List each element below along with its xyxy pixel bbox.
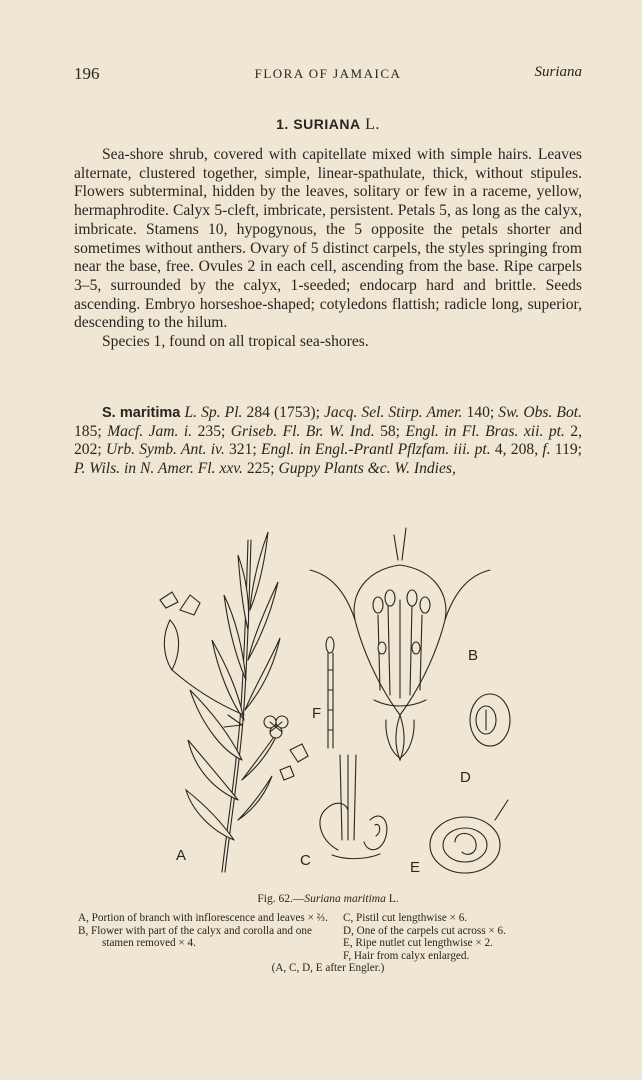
legend-left-column: [78, 912, 328, 950]
book-title: FLORA OF JAMAICA: [254, 66, 402, 81]
panel-label-f: F: [312, 705, 322, 722]
panel-a-branch-drawing: [160, 532, 308, 872]
legend-attribution: (A, C, D, E after Engler.): [271, 962, 385, 974]
caption-prefix: Fig. 62.—: [257, 893, 305, 905]
description-paragraph: Sea-shore shrub, covered with capitellate mixed with simple hairs. Leaves alternate, clustered together, simple, linear-spathulate, thick, without stipules. Flowers subterminal, hidden by the leaves, solitary or few in a raceme, yellow, hermaphrodite. Calyx 5-cleft, imbricate, persistent. Petals 5, as long as the calyx, imbricate. Stamens 10, hypogynous, the 5 opposite the petals shorter and sometimes without anthers. Ovary of 5 distinct carpels, the styles springing from near the base, free. Ovules 2 in each cell, ascending from the base. Ripe carpels 3–5, surrounded by the calyx, 1-seeded; endocarp hard and brittle. Seeds ascending. Embryo horseshoe-shaped; cotyledons flattish; radicle long, superior, descending to the hilum.: [74, 146, 582, 332]
citation-segment: 185;: [74, 422, 108, 440]
legend-item-e: E, Ripe nutlet cut lengthwise × 2.: [343, 937, 493, 949]
citation-segment: f.: [542, 441, 551, 459]
citation-segment: Sw. Obs. Bot.: [498, 404, 582, 421]
species-entry: [74, 404, 582, 479]
species-name: S. maritima: [102, 405, 181, 421]
species-citation: [74, 404, 582, 479]
citation-segment: 235;: [192, 422, 231, 440]
running-head: [74, 64, 582, 86]
legend-item-c: C, Pistil cut lengthwise × 6.: [343, 912, 468, 924]
genus-heading: [74, 116, 582, 134]
page-number: 196: [74, 64, 100, 83]
figure-illustration: [150, 520, 520, 892]
citation-segment: 321;: [224, 441, 261, 459]
legend-item-d: D, One of the carpels cut across × 6.: [343, 924, 506, 937]
citation-segment: Macf. Jam. i.: [107, 422, 193, 440]
panel-label-b: B: [468, 647, 479, 664]
citation-segment: Jacq. Sel. Stirp. Amer.: [323, 404, 463, 421]
legend-item-a: A, Portion of branch with inflorescence and leaves × ⅔.: [78, 912, 328, 924]
caption-species: Suriana maritima: [304, 893, 386, 905]
panel-label-e: E: [410, 859, 421, 876]
panel-c-pistil-drawing: [320, 755, 387, 859]
citation-segment: 4, 208,: [490, 441, 543, 459]
legend-right-column: [343, 912, 593, 962]
running-genus: Suriana: [534, 64, 582, 80]
legend-item-f: F, Hair from calyx enlarged.: [343, 949, 470, 962]
citation-segment: 119;: [550, 441, 582, 459]
genus-number: 1.: [276, 116, 289, 132]
citation-segment: 284 (1753);: [242, 404, 324, 421]
genus-author: L.: [365, 116, 380, 133]
citation-segment: Guppy Plants &c. W. Indies,: [278, 460, 456, 478]
citation-segment: Engl. in Engl.-Prantl Pflzfam. iii. pt.: [260, 441, 491, 459]
citation-segment: Griseb. Fl. Br. W. Ind.: [230, 422, 375, 440]
panel-e-nutlet-drawing: [430, 800, 508, 873]
citation-segment: P. Wils. in N. Amer. Fl. xxv.: [74, 460, 243, 478]
citation-segment: Urb. Symb. Ant. iv.: [105, 441, 225, 459]
caption-suffix: L.: [385, 893, 399, 905]
citation-segment: 2, 202;: [74, 422, 582, 459]
citation-segment: 58;: [374, 422, 406, 440]
panel-label-d: D: [460, 769, 471, 786]
genus-name: SURIANA: [293, 116, 361, 132]
panel-label-a: A: [176, 847, 187, 864]
panel-d-carpel-drawing: [470, 694, 510, 746]
panel-b-flower-drawing: [310, 528, 490, 760]
species-count-paragraph: Species 1, found on all tropical sea-shores.: [102, 333, 369, 351]
genus-description: [74, 146, 582, 352]
legend-item-b: B, Flower with part of the calyx and corolla and one stamen removed × 4.: [78, 924, 312, 949]
panel-label-c: C: [300, 852, 311, 869]
panel-f-hair-drawing: [326, 637, 334, 748]
botanical-figure: [150, 520, 520, 892]
citation-segment: 140;: [462, 404, 499, 421]
citation-segment: 225;: [242, 460, 279, 478]
citation-segment: L. Sp. Pl.: [184, 404, 243, 421]
figure-caption: [74, 893, 582, 905]
citation-segment: Engl. in Fl. Bras. xii. pt.: [405, 422, 565, 440]
